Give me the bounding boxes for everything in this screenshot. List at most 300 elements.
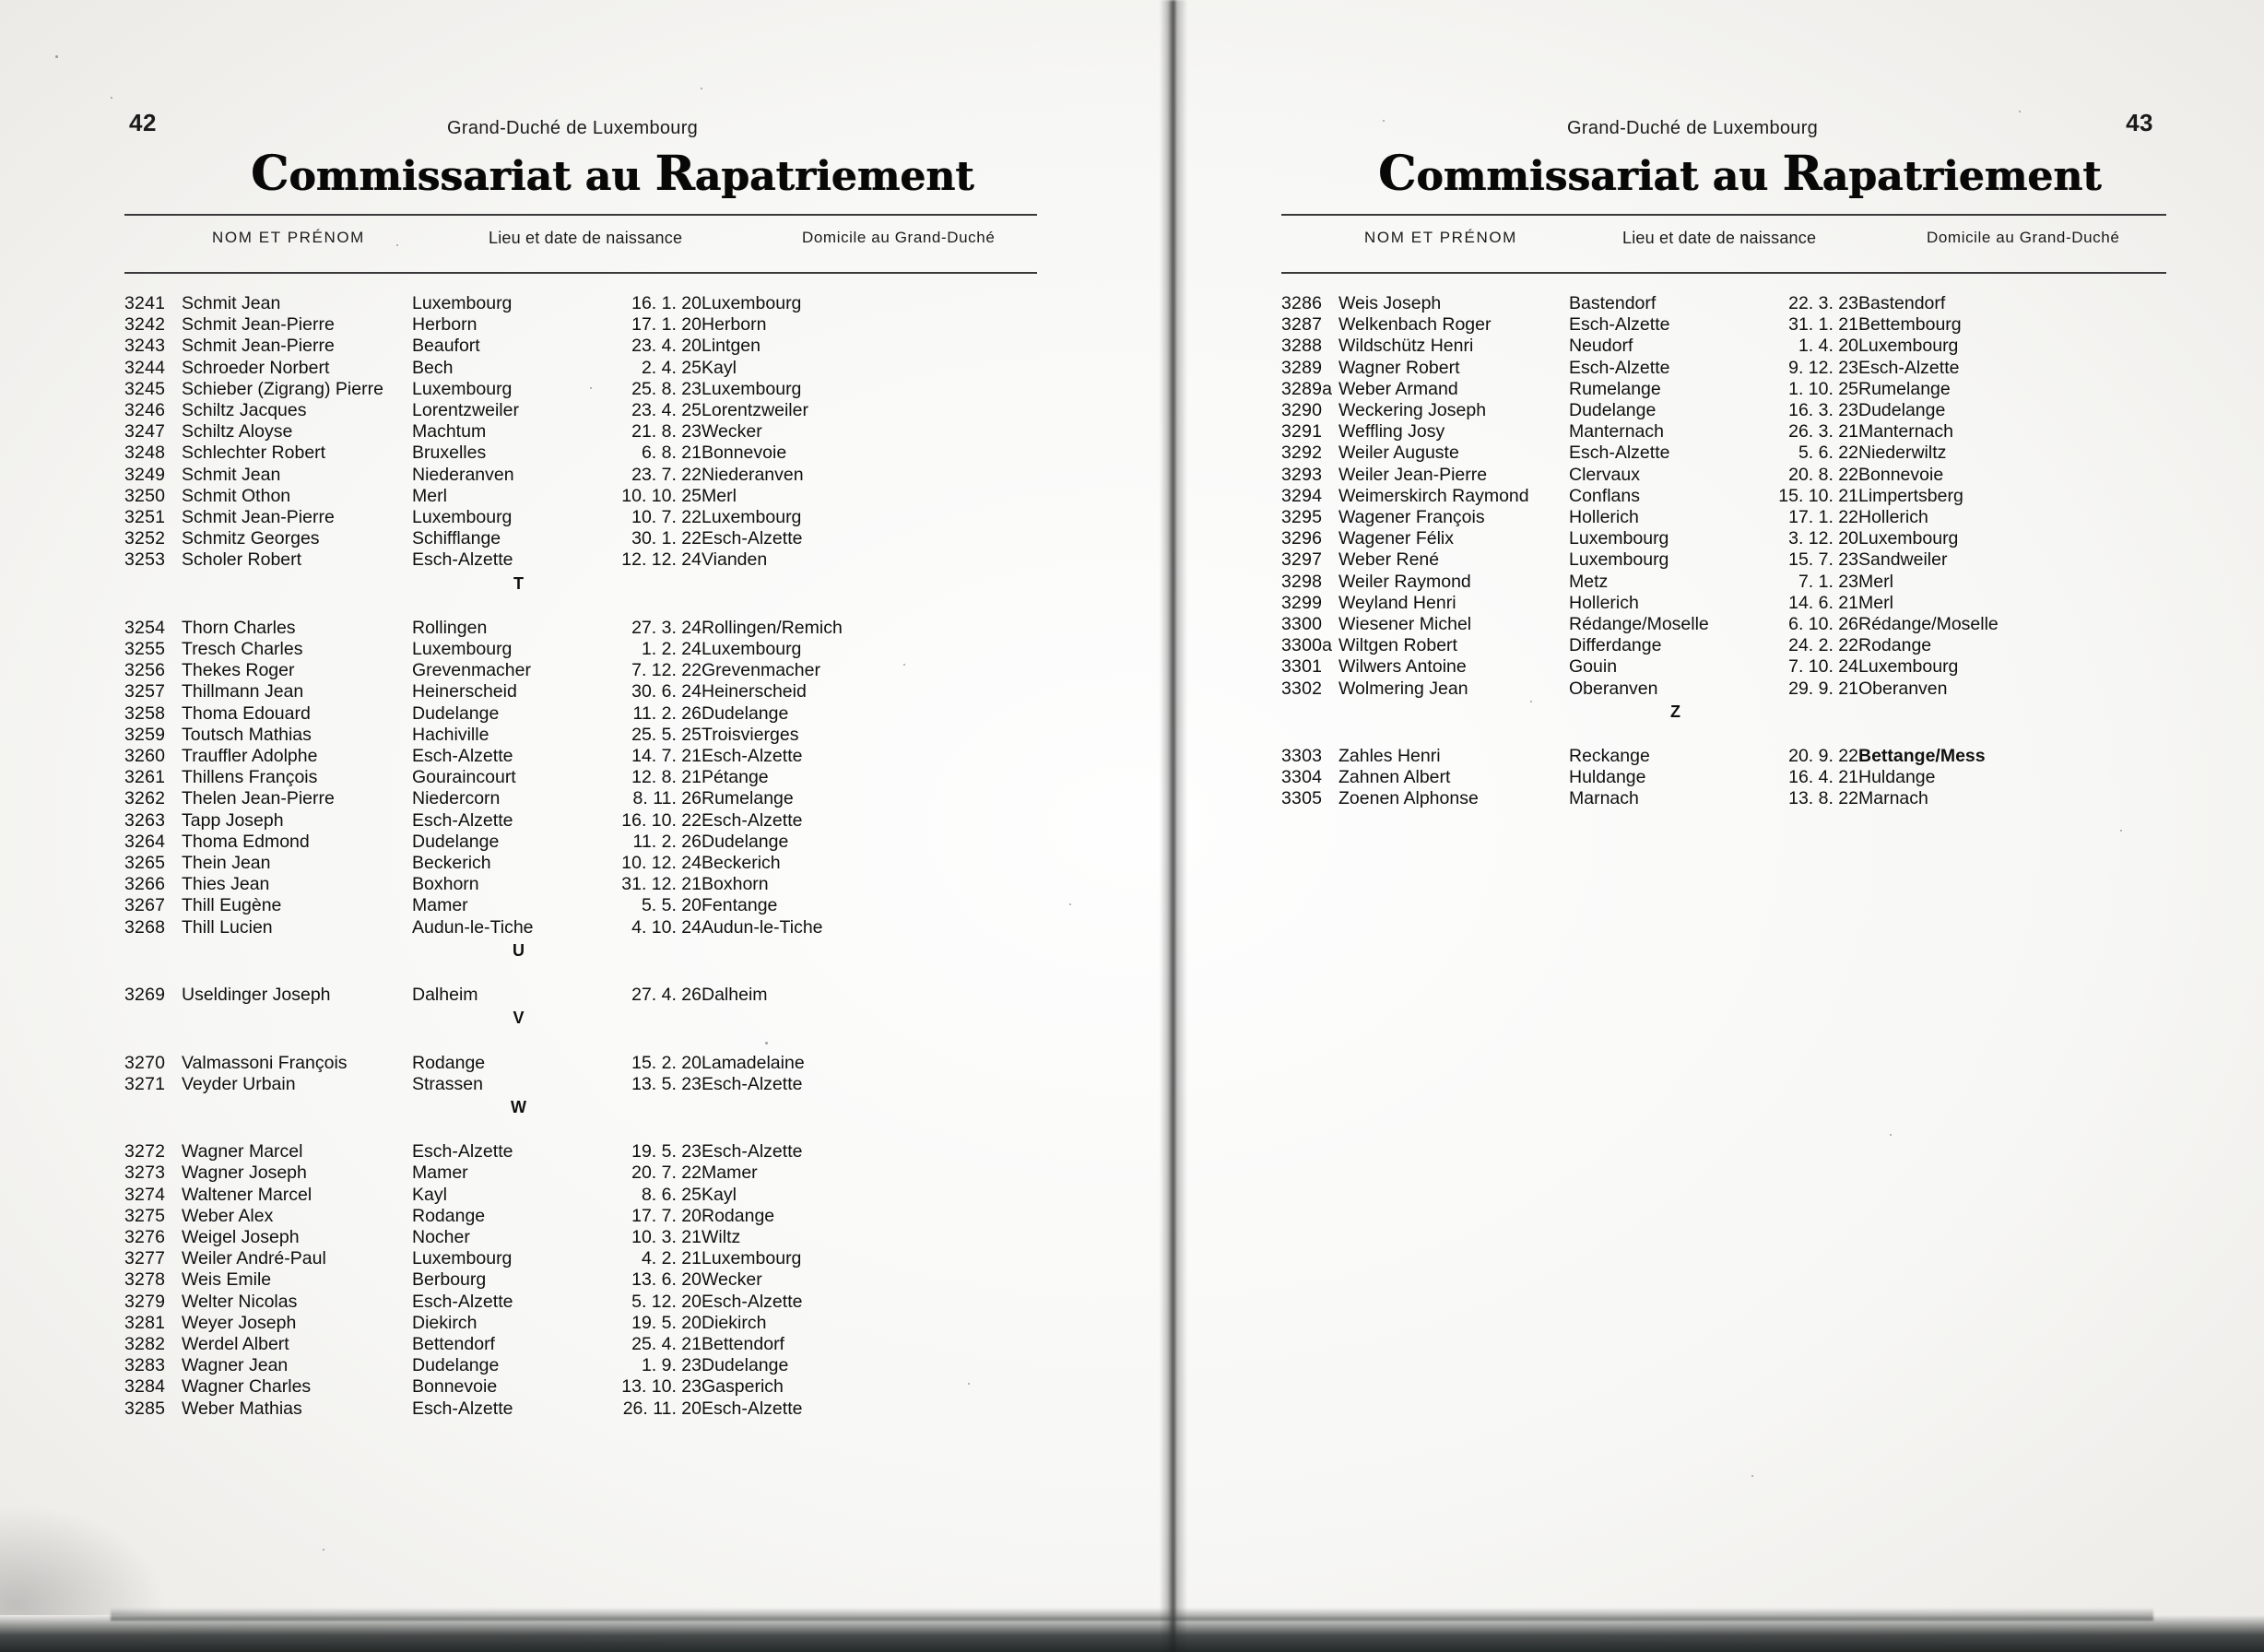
cell-dom: Audun-le-Tiche xyxy=(702,916,823,938)
cell-lieu: Rodange xyxy=(412,1205,486,1226)
cell-date: 7. 1. 23 xyxy=(1798,571,1858,592)
table-row xyxy=(1281,442,2070,464)
cell-dom: Esch-Alzette xyxy=(702,1073,803,1094)
table-row xyxy=(124,660,914,681)
header-kicker-right: Grand-Duché de Luxembourg xyxy=(1567,118,1819,138)
cell-nom: Wolmering Jean xyxy=(1338,678,1468,699)
table-row xyxy=(1281,788,2070,809)
cell-num: 3252 xyxy=(124,528,166,549)
cell-dom: Luxembourg xyxy=(702,507,802,528)
cell-nom: Schieber (Zigrang) Pierre xyxy=(182,378,383,399)
cell-num: 3295 xyxy=(1281,507,1323,528)
cell-lieu: Beckerich xyxy=(412,853,491,874)
table-row xyxy=(1281,635,2070,656)
table-row xyxy=(124,465,914,486)
cell-nom: Wagner Charles xyxy=(182,1376,312,1398)
cell-nom: Wagener Félix xyxy=(1338,528,1454,549)
cell-lieu: Machtum xyxy=(412,421,487,442)
table-row xyxy=(1281,336,2070,357)
cell-lieu: Luxembourg xyxy=(412,378,513,399)
cell-date: 1. 9. 23 xyxy=(641,1355,702,1376)
cell-num: 3276 xyxy=(124,1226,166,1247)
cell-lieu: Luxembourg xyxy=(412,507,513,528)
cell-dom: Luxembourg xyxy=(702,293,802,313)
cell-nom: Weyer Joseph xyxy=(182,1312,297,1333)
cell-num: 3255 xyxy=(124,639,166,660)
table-row xyxy=(1281,767,2070,788)
cell-nom: Thein Jean xyxy=(182,853,271,874)
table-row xyxy=(124,1355,914,1376)
cell-num: 3241 xyxy=(124,293,166,313)
cell-dom: Luxembourg xyxy=(702,1248,802,1269)
cell-num: 3284 xyxy=(124,1376,166,1398)
table-row xyxy=(124,767,914,788)
cell-dom: Niederwiltz xyxy=(1858,442,1947,464)
cell-dom: Diekirch xyxy=(702,1312,767,1333)
table-row xyxy=(124,336,914,357)
entries-table-left xyxy=(124,293,914,1420)
cell-date: 17. 7. 20 xyxy=(631,1205,702,1226)
cell-num: 3294 xyxy=(1281,485,1323,506)
table-row xyxy=(124,528,914,549)
cell-lieu: Bonnevoie xyxy=(412,1376,498,1398)
cell-lieu: Esch-Alzette xyxy=(412,1141,513,1162)
cell-num: 3264 xyxy=(124,831,166,852)
row-spacer xyxy=(1281,725,2070,746)
row-spacer xyxy=(124,963,914,985)
cell-date: 31. 12. 21 xyxy=(621,874,702,895)
cell-num: 3243 xyxy=(124,336,166,357)
cell-num: 3267 xyxy=(124,895,166,916)
cell-num: 3296 xyxy=(1281,528,1323,549)
table-row xyxy=(124,1269,914,1291)
row-spacer xyxy=(124,596,914,618)
book-spine-line xyxy=(1171,0,1174,1652)
table-row xyxy=(124,293,914,314)
header-rule-bottom-right xyxy=(1281,272,2166,274)
cell-num: 3258 xyxy=(124,702,166,724)
cell-num: 3262 xyxy=(124,788,166,809)
cell-lieu: Mamer xyxy=(412,895,468,916)
header-rule-bottom-left xyxy=(124,272,1037,274)
cell-date: 8. 11. 26 xyxy=(632,788,702,809)
table-row xyxy=(124,358,914,379)
cell-dom: Esch-Alzette xyxy=(702,1398,803,1419)
cell-dom: Hollerich xyxy=(1858,507,1928,528)
cell-date: 5. 6. 22 xyxy=(1798,442,1858,464)
cell-date: 25. 8. 23 xyxy=(631,378,702,399)
cell-dom: Bettange/Mess xyxy=(1858,746,1986,767)
cell-num: 3302 xyxy=(1281,678,1323,699)
cell-dom: Dudelange xyxy=(702,831,789,852)
cell-nom: Schlechter Robert xyxy=(182,442,326,464)
cell-lieu: Dudelange xyxy=(412,1355,500,1376)
cell-dom: Merl xyxy=(1858,571,1893,592)
cell-dom: Beckerich xyxy=(702,853,781,874)
table-row xyxy=(1281,400,2070,421)
table-row xyxy=(1281,465,2070,486)
cell-date: 19. 5. 23 xyxy=(631,1141,702,1162)
cell-num: 3277 xyxy=(124,1248,166,1269)
letter-divider xyxy=(124,1095,914,1120)
row-spacer-cell xyxy=(124,1120,914,1141)
scan-speck xyxy=(1751,1475,1753,1477)
column-header-domicile-left: Domicile au Grand-Duché xyxy=(802,229,996,246)
cell-date: 13. 6. 20 xyxy=(631,1269,702,1291)
table-row xyxy=(1281,614,2070,635)
cell-date: 5. 5. 20 xyxy=(641,895,702,916)
cell-date: 5. 12. 20 xyxy=(631,1291,702,1312)
cell-lieu: Rédange/Moselle xyxy=(1569,614,1709,635)
cell-date: 13. 10. 23 xyxy=(621,1376,702,1398)
cell-lieu: Gouraincourt xyxy=(412,767,516,788)
table-row xyxy=(124,1053,914,1074)
cell-num: 3283 xyxy=(124,1355,166,1376)
table-row xyxy=(1281,678,2070,700)
cell-num: 3265 xyxy=(124,853,166,874)
cell-nom: Thekes Roger xyxy=(182,660,295,681)
cell-nom: Schmit Jean-Pierre xyxy=(182,507,335,528)
cell-date: 10. 7. 22 xyxy=(631,507,702,528)
cell-nom: Weis Emile xyxy=(182,1269,272,1291)
cell-nom: Wagner Jean xyxy=(182,1355,289,1376)
cell-dom: Luxembourg xyxy=(1858,656,1959,678)
cell-num: 3278 xyxy=(124,1269,166,1291)
cell-date: 14. 6. 21 xyxy=(1788,592,1858,613)
letter-divider-label: T xyxy=(513,573,525,593)
table-row xyxy=(124,874,914,895)
cell-date: 7. 10. 24 xyxy=(1788,656,1858,678)
cell-nom: Schmit Jean-Pierre xyxy=(182,336,335,357)
cell-dom: Niederanven xyxy=(702,464,804,485)
scan-speck xyxy=(323,1549,324,1551)
cell-lieu: Gouin xyxy=(1569,656,1618,678)
cell-num: 3246 xyxy=(124,400,166,421)
scan-speck xyxy=(2019,111,2021,112)
table-row xyxy=(1281,314,2070,336)
cell-num: 3242 xyxy=(124,314,166,336)
cell-num: 3245 xyxy=(124,378,166,399)
cell-num: 3273 xyxy=(124,1162,166,1184)
table-row xyxy=(124,746,914,767)
cell-date: 14. 7. 21 xyxy=(631,746,702,767)
cell-nom: Thelen Jean-Pierre xyxy=(182,788,335,809)
cell-nom: Trauffler Adolphe xyxy=(182,746,318,767)
row-spacer xyxy=(124,1032,914,1053)
cell-lieu: Luxembourg xyxy=(412,1248,513,1269)
table-row xyxy=(1281,593,2070,614)
cell-lieu: Dudelange xyxy=(412,831,500,852)
cell-nom: Weyland Henri xyxy=(1338,592,1456,613)
table-row xyxy=(124,832,914,853)
cell-num: 3300 xyxy=(1281,614,1323,635)
cell-lieu: Esch-Alzette xyxy=(412,549,513,571)
scan-speck xyxy=(1890,1134,1892,1136)
cell-date: 27. 3. 24 xyxy=(631,617,702,638)
cell-num: 3286 xyxy=(1281,293,1323,313)
cell-dom: Rédange/Moselle xyxy=(1858,614,1999,635)
cell-num: 3269 xyxy=(124,985,166,1006)
cell-lieu: Neudorf xyxy=(1569,336,1633,357)
scan-speck xyxy=(111,97,112,99)
cell-dom: Troisvierges xyxy=(702,724,799,745)
cell-date: 17. 1. 22 xyxy=(1788,507,1858,528)
table-row xyxy=(124,985,914,1006)
cell-nom: Wiesener Michel xyxy=(1338,614,1472,635)
cell-dom: Bettembourg xyxy=(1858,314,1962,336)
cell-date: 9. 12. 23 xyxy=(1788,357,1858,378)
letter-divider xyxy=(124,1006,914,1031)
cell-nom: Wagner Robert xyxy=(1338,357,1460,378)
scan-speck xyxy=(1069,903,1071,905)
cell-nom: Wiltgen Robert xyxy=(1338,635,1457,656)
cell-num: 3287 xyxy=(1281,314,1323,336)
cell-nom: Tapp Joseph xyxy=(182,809,284,831)
cell-nom: Weber Alex xyxy=(182,1205,274,1226)
cell-lieu: Esch-Alzette xyxy=(412,1291,513,1312)
cell-lieu: Hachiville xyxy=(412,724,489,745)
cell-dom: Merl xyxy=(702,485,737,506)
cell-dom: Rodange xyxy=(1858,635,1932,656)
cell-num: 3279 xyxy=(124,1291,166,1312)
cell-dom: Rumelange xyxy=(702,788,794,809)
cell-dom: Marnach xyxy=(1858,788,1928,809)
cell-lieu: Rollingen xyxy=(412,617,488,638)
cell-date: 6. 8. 21 xyxy=(641,442,702,464)
cell-lieu: Luxembourg xyxy=(412,639,513,660)
cell-num: 3293 xyxy=(1281,464,1323,485)
cell-nom: Scholer Robert xyxy=(182,549,302,571)
cell-nom: Schmitz Georges xyxy=(182,528,320,549)
cell-lieu: Esch-Alzette xyxy=(412,746,513,767)
table-row xyxy=(1281,572,2070,593)
cell-dom: Esch-Alzette xyxy=(702,746,803,767)
cell-nom: Wildschütz Henri xyxy=(1338,336,1474,357)
cell-lieu: Esch-Alzette xyxy=(412,809,513,831)
cell-date: 6. 10. 26 xyxy=(1788,614,1858,635)
cell-lieu: Esch-Alzette xyxy=(412,1398,513,1419)
row-spacer xyxy=(124,1120,914,1141)
table-row xyxy=(1281,549,2070,571)
cell-num: 3268 xyxy=(124,916,166,938)
cell-dom: Rumelange xyxy=(1858,378,1951,399)
scan-speck xyxy=(1530,701,1532,702)
cell-date: 23. 4. 20 xyxy=(631,336,702,357)
cell-num: 3248 xyxy=(124,442,166,464)
cell-date: 1. 2. 24 xyxy=(641,639,702,660)
table-row xyxy=(1281,421,2070,442)
cell-num: 3285 xyxy=(124,1398,166,1419)
cell-date: 1. 10. 25 xyxy=(1788,378,1858,399)
table-row xyxy=(1281,293,2070,314)
cell-dom: Kayl xyxy=(702,357,737,378)
cell-dom: Pétange xyxy=(702,767,769,788)
cell-nom: Weckering Joseph xyxy=(1338,400,1487,421)
cell-num: 3291 xyxy=(1281,421,1323,442)
table-row xyxy=(1281,486,2070,507)
cell-lieu: Lorentzweiler xyxy=(412,400,519,421)
table-row xyxy=(124,379,914,400)
cell-lieu: Bech xyxy=(412,357,454,378)
header-rule-top-right xyxy=(1281,214,2166,216)
cell-nom: Thorn Charles xyxy=(182,617,296,638)
cell-lieu: Luxembourg xyxy=(1569,549,1669,571)
letter-divider xyxy=(124,938,914,963)
cell-lieu: Strassen xyxy=(412,1073,483,1094)
cell-num: 3266 xyxy=(124,874,166,895)
cell-nom: Thillmann Jean xyxy=(182,681,304,702)
cell-num: 3305 xyxy=(1281,788,1323,809)
cell-num: 3259 xyxy=(124,724,166,745)
cell-date: 29. 9. 21 xyxy=(1788,678,1858,699)
cell-nom: Weiler André-Paul xyxy=(182,1248,326,1269)
cell-dom: Bonnevoie xyxy=(702,442,787,464)
cell-lieu: Bruxelles xyxy=(412,442,487,464)
letter-divider-label: Z xyxy=(1670,702,1681,721)
page-number-right: 43 xyxy=(2126,109,2153,136)
cell-nom: Valmassoni François xyxy=(182,1052,348,1073)
cell-lieu: Esch-Alzette xyxy=(1569,357,1670,378)
cell-lieu: Niedercorn xyxy=(412,788,501,809)
cell-date: 23. 4. 25 xyxy=(631,400,702,421)
cell-nom: Zahles Henri xyxy=(1338,746,1441,767)
cell-num: 3244 xyxy=(124,357,166,378)
cell-num: 3282 xyxy=(124,1333,166,1354)
cell-date: 16. 1. 20 xyxy=(631,293,702,313)
cell-lieu: Hollerich xyxy=(1569,592,1639,613)
cell-dom: Limpertsberg xyxy=(1858,485,1963,506)
cell-lieu: Reckange xyxy=(1569,746,1650,767)
table-row xyxy=(124,1313,914,1334)
cell-dom: Boxhorn xyxy=(702,874,769,895)
table-row xyxy=(124,507,914,528)
cell-num: 3274 xyxy=(124,1184,166,1205)
table-row xyxy=(124,810,914,832)
cell-date: 20. 7. 22 xyxy=(631,1162,702,1184)
cell-num: 3254 xyxy=(124,617,166,638)
cell-nom: Weigel Joseph xyxy=(182,1226,300,1247)
column-header-birth-left: Lieu et date de naissance xyxy=(489,229,683,247)
table-row xyxy=(1281,379,2070,400)
cell-date: 17. 1. 20 xyxy=(631,314,702,336)
cell-lieu: Rumelange xyxy=(1569,378,1661,399)
cell-nom: Werdel Albert xyxy=(182,1333,289,1354)
cell-lieu: Boxhorn xyxy=(412,874,479,895)
cell-lieu: Bettendorf xyxy=(412,1333,495,1354)
cell-date: 1. 4. 20 xyxy=(1798,336,1858,357)
cell-lieu: Niederanven xyxy=(412,464,514,485)
table-row xyxy=(124,400,914,421)
cell-nom: Tresch Charles xyxy=(182,639,303,660)
cell-dom: Mamer xyxy=(702,1162,758,1184)
cell-num: 3260 xyxy=(124,746,166,767)
cell-dom: Sandweiler xyxy=(1858,549,1948,571)
letter-divider-label: U xyxy=(513,940,525,960)
cell-lieu: Audun-le-Tiche xyxy=(412,916,534,938)
cell-lieu: Hollerich xyxy=(1569,507,1639,528)
cell-lieu: Mamer xyxy=(412,1162,468,1184)
table-row xyxy=(1281,507,2070,528)
cell-dom: Luxembourg xyxy=(1858,528,1959,549)
cell-num: 3270 xyxy=(124,1052,166,1073)
table-row xyxy=(124,1074,914,1095)
cell-dom: Oberanven xyxy=(1858,678,1948,699)
cell-lieu: Esch-Alzette xyxy=(1569,314,1670,336)
cell-dom: Rollingen/Remich xyxy=(702,617,843,638)
scan-smudge xyxy=(0,1504,166,1615)
cell-date: 7. 12. 22 xyxy=(631,660,702,681)
cell-lieu: Merl xyxy=(412,485,447,506)
cell-date: 16. 3. 23 xyxy=(1788,400,1858,421)
table-row xyxy=(124,314,914,336)
cell-num: 3263 xyxy=(124,809,166,831)
cell-nom: Thillens François xyxy=(182,767,318,788)
column-header-domicile-right: Domicile au Grand-Duché xyxy=(1927,229,2120,246)
cell-nom: Wagener François xyxy=(1338,507,1485,528)
cell-num: 3289 xyxy=(1281,357,1323,378)
column-header-name-left: NOM ET PRÉNOM xyxy=(212,229,365,246)
masthead-left: Commissariat au Rapatriement xyxy=(251,146,974,202)
cell-num: 3250 xyxy=(124,485,166,506)
cell-date: 11. 2. 26 xyxy=(632,831,702,852)
cell-lieu: Heinerscheid xyxy=(412,681,517,702)
cell-date: 16. 4. 21 xyxy=(1788,767,1858,788)
row-spacer-cell xyxy=(124,596,914,618)
cell-date: 25. 5. 25 xyxy=(631,724,702,745)
cell-num: 3281 xyxy=(124,1312,166,1333)
cell-num: 3272 xyxy=(124,1141,166,1162)
table-row xyxy=(124,442,914,464)
letter-divider-label: W xyxy=(511,1097,527,1116)
cell-dom: Rodange xyxy=(702,1205,775,1226)
cell-num: 3292 xyxy=(1281,442,1323,464)
cell-dom: Esch-Alzette xyxy=(1858,357,1960,378)
table-row xyxy=(1281,528,2070,549)
cell-date: 23. 7. 22 xyxy=(631,464,702,485)
cell-lieu: Schifflange xyxy=(412,528,501,549)
cell-nom: Wagner Joseph xyxy=(182,1162,307,1184)
cell-date: 15. 7. 23 xyxy=(1788,549,1858,571)
cell-dom: Bastendorf xyxy=(1858,293,1946,313)
cell-dom: Wecker xyxy=(702,421,762,442)
cell-nom: Thies Jean xyxy=(182,874,270,895)
cell-date: 2. 4. 25 xyxy=(641,357,702,378)
cell-nom: Schiltz Aloyse xyxy=(182,421,293,442)
header-rule-top-left xyxy=(124,214,1037,216)
cell-date: 15. 2. 20 xyxy=(631,1052,702,1073)
cell-num: 3298 xyxy=(1281,571,1323,592)
table-row xyxy=(124,917,914,938)
table-row xyxy=(124,618,914,639)
cell-dom: Merl xyxy=(1858,592,1893,613)
cell-date: 3. 12. 20 xyxy=(1788,528,1858,549)
table-row xyxy=(124,725,914,746)
cell-lieu: Beaufort xyxy=(412,336,480,357)
cell-date: 11. 2. 26 xyxy=(632,702,702,724)
table-row xyxy=(124,421,914,442)
table-row xyxy=(124,681,914,702)
cell-nom: Thill Eugène xyxy=(182,895,282,916)
cell-nom: Schiltz Jacques xyxy=(182,400,307,421)
cell-num: 3271 xyxy=(124,1073,166,1094)
table-row xyxy=(124,1334,914,1355)
table-row xyxy=(1281,656,2070,678)
cell-nom: Waltener Marcel xyxy=(182,1184,312,1205)
scan-speck xyxy=(765,1042,768,1044)
cell-num: 3261 xyxy=(124,767,166,788)
cell-date: 8. 6. 25 xyxy=(641,1184,702,1205)
cell-dom: Luxembourg xyxy=(1858,336,1959,357)
